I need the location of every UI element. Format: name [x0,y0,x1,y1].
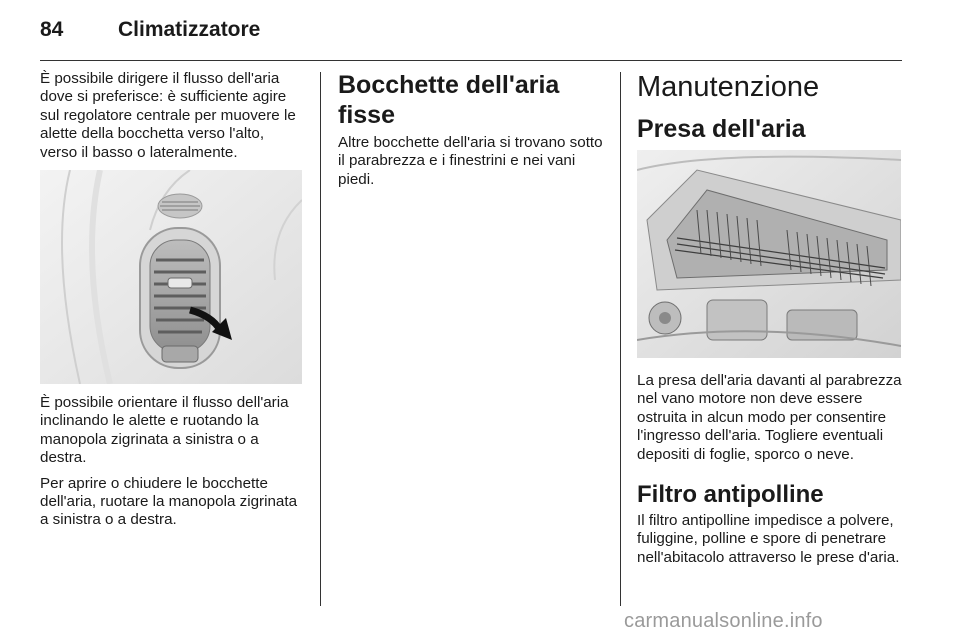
heading-fixed-vents: Bocchette dell'aria fisse [338,71,560,129]
air-vent-illustration [40,170,302,384]
pollen-filter-text: Il filtro antipolline impedisce a polvere, fuliggine, polline e spore di penetrare nell'abitacolo attraverso le prese d'aria. [637,512,900,566]
left-column [40,70,304,530]
paragraph-orient-flow: È possibile orientare il flusso dell'aria inclinando le alette e ruotando la manopola zigrinata a sinistra o a destra. [40,394,289,467]
page-header [40,18,902,50]
column-divider-right [620,72,621,606]
heading-air-intake: Presa dell'aria [637,115,806,143]
fixed-vents-text: Altre bocchette dell'aria si trovano sotto il parabrezza e i finestrini e nei vani piedi. [338,134,603,188]
intro-text: È possibile dirigere il flusso dell'aria dove si preferisce: è sufficiente agire sul regolatore centrale per muovere le alette della bocchetta verso l'alto, verso il basso o lateralmente. [40,70,296,161]
section-title-maintenance: Manutenzione [637,71,820,103]
middle-column [338,70,604,189]
header-rule [40,60,902,61]
paragraph-open-close: Per aprire o chiudere le bocchette dell'aria, ruotare la manopola zigrinata a sinistra o a destra. [40,474,298,529]
air-intake-illustration [637,150,901,358]
column-divider-left [320,72,321,606]
page-number: 84 [40,18,64,41]
watermark-text: carmanualsonline.info [624,610,823,632]
air-intake-text: La presa dell'aria davanti al parabrezza nel vano motore non deve essere ostruita in alcun modo per consentire l'ingresso dell'aria. Togliere eventuali depositi di foglie, sporco o neve. [637,372,902,463]
chapter-title: Climatizzatore [118,18,261,41]
right-column [637,70,903,567]
heading-pollen-filter: Filtro antipolline [637,481,824,509]
